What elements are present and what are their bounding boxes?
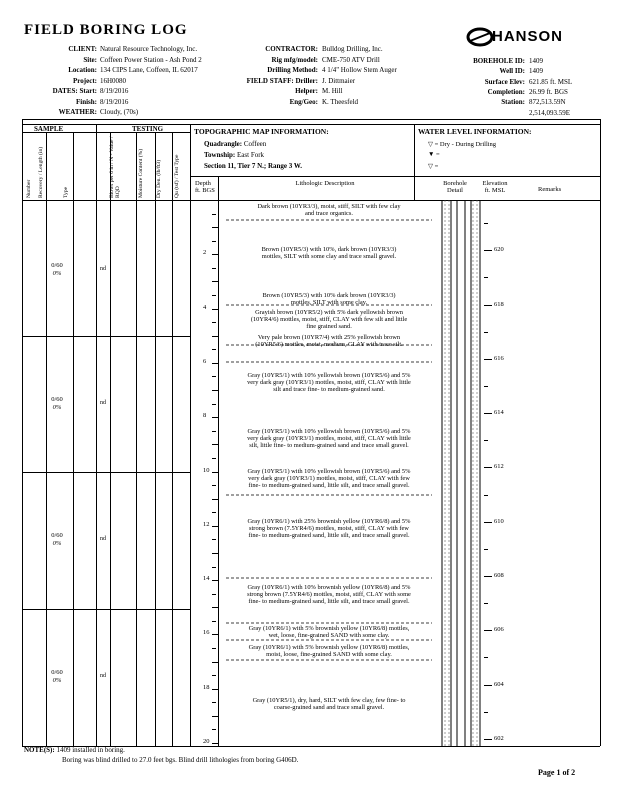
header-left-value-6: Cloudy, (70s) (100, 108, 139, 116)
header-left-value-1: Coffeen Power Station - Ash Pond 2 (100, 55, 202, 64)
depth-label: 8 (203, 412, 207, 420)
lithologic-description: Gray (10YR6/1) with 5% brownish yellow (10YR6/8) mottles, moist, loose, fine-grained SAND with some clay. (248, 644, 410, 659)
elevation-tick (484, 223, 488, 224)
header-left-value-4: 8/19/2016 (100, 87, 129, 95)
depth-label: 16 (203, 629, 210, 637)
remarks-column-header: Remarks (538, 186, 562, 193)
lithologic-description: Dark brown (10YR3/3), moist, stiff, SILT with few clay and trace organics. (257, 203, 401, 218)
recovery-value: 0/60 (51, 532, 63, 539)
lithologic-description: Very pale brown (10YR7/4) with 25% yellowish brown (10YR5/6) mottles, moist, medium, CLAY with trace silt. (255, 334, 403, 349)
depth-label: 14 (203, 575, 210, 583)
recovery-percent: 0% (52, 540, 62, 547)
elevation-label: 604 (494, 680, 504, 688)
page-number: Page 1 of 2 (538, 768, 576, 777)
header-right-value-0: 1409 (529, 57, 543, 65)
elevation-label: 620 (494, 246, 504, 254)
type-column-header: Type (63, 186, 69, 198)
header-left-label-5: Finish: (75, 97, 97, 106)
header-mid-label-4: Helper: (295, 87, 318, 95)
header-mid-value-2: 4 1/4" Hollow Stem Auger (322, 66, 397, 74)
depth-tick (212, 376, 216, 377)
recovery-value: 0/60 (51, 396, 63, 403)
recovery-column-header: Recovery / Length (in) (38, 146, 44, 198)
elevation-tick (484, 739, 492, 740)
header-mid-label-2: Drilling Method: (267, 66, 318, 74)
header-left-label-1: Site: (83, 55, 97, 64)
sample-recovery (40, 669, 74, 685)
water-heading: WATER LEVEL INFORMATION: (418, 127, 532, 136)
company-name: HANSON (492, 28, 564, 45)
depth-tick (212, 268, 216, 269)
sample-type: nd (100, 400, 106, 406)
header-mid-value-0: Bulldog Drilling, Inc. (322, 45, 383, 53)
depth-tick (212, 648, 216, 649)
depth-label: 10 (203, 466, 210, 474)
header-right-value-3: 26.99 ft. BGS (529, 87, 568, 96)
elevation-tick (484, 386, 488, 387)
lithologic-description: Brown (10YR5/3) with 10% dark brown (10YR3/3) mottles, SILT with some clay. (262, 292, 396, 307)
header-mid-label-3: FIELD STAFF: Driller: (246, 76, 318, 85)
sample-type: nd (100, 266, 106, 272)
borehole-column-header: Borehole Detail (443, 180, 467, 194)
elevation-tick (484, 440, 488, 441)
depth-tick (212, 458, 216, 459)
elevation-tick (484, 359, 492, 360)
header-right-value-1: 1409 (529, 67, 543, 76)
depth-tick (212, 512, 216, 513)
header-right-label-1: Well ID: (499, 67, 525, 76)
sample-recovery (40, 396, 74, 412)
elevation-tick (484, 250, 492, 251)
header-mid-label-0: CONTRACTOR: (265, 45, 318, 53)
depth-tick (212, 485, 216, 486)
header-right-label-2: Surface Elev: (484, 77, 525, 86)
elevation-label: 614 (494, 409, 504, 417)
depth-tick (212, 675, 216, 676)
depth-column-header: Depth ft. BGS (195, 180, 215, 194)
depth-tick (212, 594, 216, 595)
recovery-value: 0/60 (51, 669, 63, 676)
lithologic-description: Brown (10YR5/3) with 10%, dark brown (10YR3/3) mottles, SILT with some clay and trace small gravel. (261, 246, 397, 261)
sample-section-heading: SAMPLE (34, 125, 64, 133)
header-right-value-4: 872,513.59N (529, 98, 566, 107)
header-left-label-6: WEATHER: (58, 108, 97, 116)
notes-label: NOTE(S): (24, 746, 55, 754)
elevation-tick (484, 305, 492, 306)
sample-divider (22, 336, 190, 337)
lithologic-description: Gray (10YR6/1) with 5% brownish yellow (10YR6/8) mottles, wet, loose, fine-grained SAND with some clay. (248, 625, 410, 640)
header-left-label-0: CLIENT: (68, 45, 97, 53)
recovery-percent: 0% (52, 677, 62, 684)
elevation-label: 612 (494, 463, 504, 471)
header-mid-value-3: J. Dittmaier (322, 76, 356, 85)
sample-type: nd (100, 536, 106, 542)
quadrangle-value: Coffeen (243, 140, 267, 148)
elevation-tick (484, 685, 492, 686)
elevation-tick (484, 549, 488, 550)
testing-section-heading: TESTING (132, 125, 164, 133)
header-mid-label-5: Eng/Geo: (289, 97, 318, 106)
section-value: Section 11, Tier 7 N.; Range 3 W. (204, 162, 303, 170)
depth-label: 4 (203, 303, 207, 311)
depth-tick (212, 295, 216, 296)
header-left-value-0: Natural Resource Technology, Inc. (100, 45, 198, 53)
depth-label: 6 (203, 357, 207, 365)
blows-column-header: Blows per 6 in / N - Value / RQD (109, 136, 121, 198)
lithologic-description: Gray (10YR5/1) with 10% yellowish brown (10YR5/6) and 5% very dark gray (10YR3/1) mottles, moist, stiff, CLAY with little silt, little fine- to medium-grained sand and trace small gravel. (247, 428, 411, 450)
elevation-column-header: Elevation ft. MSL (482, 180, 508, 194)
depth-tick (212, 431, 216, 432)
depth-tick (212, 539, 216, 540)
header-mid-label-1: Rig mfg/model: (271, 55, 318, 64)
topo-heading: TOPOGRAPHIC MAP INFORMATION: (194, 127, 329, 136)
elevation-label: 610 (494, 517, 504, 525)
elevation-tick (484, 495, 488, 496)
header-left-value-5: 8/19/2016 (100, 97, 129, 106)
lithologic-description: Gray (10YR6/1) with 25% brownish yellow (10YR6/8) and 5% strong brown (7.5YR4/6) mottles, moist, stiff, CLAY with few fine- to medium-grained sand, little silt, and trace small gravel. (247, 518, 411, 540)
depth-tick (212, 241, 216, 242)
lithologic-description: Grayish brown (10YR5/2) with 5% dark yellowish brown (10YR4/6) mottles, moist, stiff, CLAY with few silt and little fine grained sand. (250, 309, 408, 331)
depth-tick (212, 702, 216, 703)
header-mid-value-4: M. Hill (322, 87, 343, 95)
depth-tick (212, 322, 216, 323)
recovery-value: 0/60 (51, 262, 63, 269)
water-level-3: ▽ = (428, 163, 439, 170)
elevation-label: 618 (494, 300, 504, 308)
elevation-tick (484, 657, 488, 658)
elevation-label: 616 (494, 354, 504, 362)
elevation-label: 606 (494, 626, 504, 634)
depth-label: 2 (203, 249, 207, 257)
dry-density-column-header: Dry Den. (lb/ft3) (156, 159, 162, 198)
depth-label: 18 (203, 683, 210, 691)
header-right-label-0: BOREHOLE ID: (473, 57, 525, 65)
header-left-label-3: Project: (73, 76, 97, 85)
lithologic-description: Gray (10YR5/1), dry, hard, SILT with few clay, few fine- to coarse-grained sand and trace small gravel. (252, 697, 406, 712)
elevation-tick (484, 603, 488, 604)
quadrangle-label: Quadrangle: (204, 140, 243, 148)
depth-label: 12 (203, 520, 210, 528)
sample-divider (22, 609, 190, 610)
header-right-label-3: Completion: (487, 87, 525, 96)
elevation-tick (484, 522, 492, 523)
sample-recovery (40, 532, 74, 548)
header-left-label-2: Location: (68, 66, 97, 74)
depth-tick (212, 349, 216, 350)
depth-label: 20 (203, 738, 210, 745)
header-left-label-4: DATES: Start: (52, 87, 97, 95)
qu-column-header: Qu (tsf) / Test Type (174, 154, 180, 198)
lithologic-description: Gray (10YR5/1) with 10% yellowish brown (10YR5/6) and 5% very dark gray (10YR3/1) mottles, moist, stiff, CLAY with few fine- to medium-grained sand, little silt, and trace small gravel. (247, 468, 411, 490)
depth-tick (212, 621, 216, 622)
header-right-label-4: Station: (501, 98, 525, 107)
elevation-label: 602 (494, 734, 504, 742)
elevation-tick (484, 576, 492, 577)
township-label: Township: (204, 151, 236, 159)
sample-divider (22, 472, 190, 473)
moisture-column-header: Moisture Content (%) (138, 148, 144, 198)
township-value: East Fork (237, 151, 265, 159)
lithologic-column-header: Lithologic Description (295, 180, 355, 187)
elevation-tick (484, 467, 492, 468)
sample-type: nd (100, 673, 106, 679)
water-level-2: ▼ = (428, 151, 440, 158)
note-1: 1409 installed in boring. (56, 746, 125, 754)
number-column-header: Number (26, 179, 32, 198)
recovery-percent: 0% (52, 404, 62, 411)
elevation-tick (484, 277, 488, 278)
sample-recovery (40, 262, 74, 278)
elevation-label: 608 (494, 572, 504, 580)
depth-tick (212, 567, 216, 568)
depth-tick (212, 729, 216, 730)
borehole-diagram (440, 200, 484, 746)
header-mid-value-5: K. Theesfeld (322, 97, 359, 106)
elevation-tick (484, 413, 492, 414)
header-right-value-5: 2,514,093.59E (529, 108, 571, 117)
depth-tick (212, 214, 216, 215)
header-right-value-2: 621.85 ft. MSL (529, 77, 573, 86)
elevation-tick (484, 630, 492, 631)
page-title: FIELD BORING LOG (24, 22, 188, 38)
depth-tick (212, 404, 216, 405)
recovery-percent: 0% (52, 270, 62, 277)
water-level-dry: ▽ = Dry - During Drilling (428, 141, 497, 148)
lithologic-description: Gray (10YR5/1) with 10% yellowish brown (10YR5/6) and 5% very dark gray (10YR3/1) mottles, moist, stiff, CLAY with little silt and trace fine- to medium-grained sand. (247, 372, 411, 394)
elevation-tick (484, 712, 488, 713)
header-mid-value-1: CME-750 ATV Drill (322, 55, 380, 64)
header-left-value-2: 134 CIPS Lane, Coffeen, IL 62017 (100, 66, 198, 74)
note-2: Boring was blind drilled to 27.0 feet bgs. Blind drill lithologies from boring G406D. (62, 756, 299, 764)
header-left-value-3: 16H0080 (100, 76, 127, 85)
elevation-tick (484, 332, 488, 333)
lithologic-description: Gray (10YR6/1) with 10% brownish yellow (10YR6/8) and 5% strong brown (7.5YR4/6) mottles, moist, stiff, CLAY with some fine- to medium-grained sand, little silt, and trace small gravel. (247, 584, 411, 606)
